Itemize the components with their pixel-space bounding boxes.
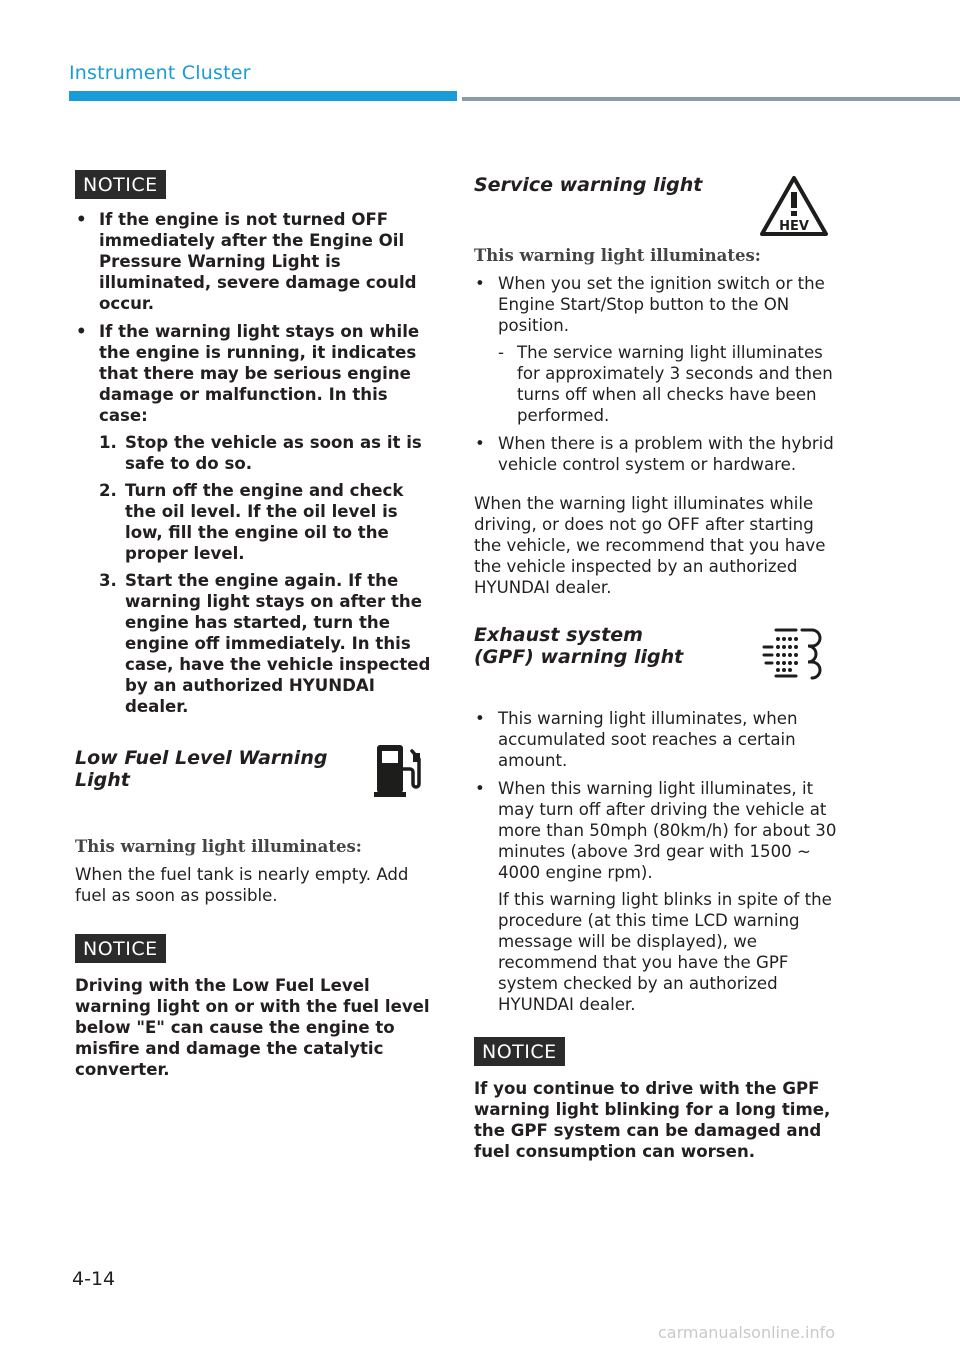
fuel-body: When the fuel tank is nearly empty. Add fuel as soon as possible. — [75, 865, 409, 905]
gpf-bullet — [474, 778, 840, 1015]
header-rule-grey — [462, 97, 960, 101]
hev-warning-icon — [758, 174, 830, 238]
gpf-bullet-list — [474, 708, 840, 1015]
notice-bullet — [75, 321, 440, 717]
notice-box — [75, 170, 440, 717]
gpf-bullet — [474, 708, 840, 771]
notice-box — [474, 1037, 840, 1162]
fuel-pump-icon — [373, 739, 429, 799]
notice-bullet — [75, 209, 440, 314]
service-body: When the warning light illuminates while driving, or does not go OFF after starting the vehicle, we recommend that you have the vehicle inspected by an authorized HYUNDAI dealer. — [474, 494, 826, 597]
bullet-text: When there is a problem with the hybrid vehicle control system or hardware. — [498, 434, 834, 474]
gpf-bullet-continuation: If this warning light blinks in spite of the procedure (at this time LCD warning message will be displayed), we recommend that you have the GPF system checked by an authorized HYUNDAI dealer. — [498, 890, 832, 1014]
service-bullet — [474, 273, 840, 426]
left-column — [75, 170, 440, 1080]
section-title: Service warning light — [474, 174, 703, 196]
service-bullet-list — [474, 273, 840, 475]
step-number: 3. — [99, 571, 117, 590]
header-rule-accent — [69, 91, 457, 101]
gpf-filter-icon — [762, 626, 828, 680]
notice-bullet-list — [75, 209, 440, 717]
section-title: Exhaust system (GPF) warning light — [474, 624, 684, 668]
service-section — [474, 170, 840, 598]
section-subheading: This warning light illuminates: — [474, 246, 761, 265]
notice-bullet-text: If the warning light stays on while the engine is running, it indicates that there may be serious engine damage or malfunction. In this case: — [99, 322, 420, 425]
section-title: Low Fuel Level Warning Light — [75, 747, 328, 791]
section-subheading: This warning light illuminates: — [75, 837, 362, 856]
fuel-section — [75, 739, 440, 906]
notice-text: If you continue to drive with the GPF warning light blinking for a long time, the GPF system can be damaged and fuel consumption can worsen. — [474, 1079, 831, 1161]
hev-label: HEV — [779, 219, 809, 234]
step-number: 1. — [99, 433, 117, 452]
notice-label: NOTICE — [474, 1037, 565, 1066]
step-text: Start the engine again. If the warning light stays on after the engine has started, turn the engine off immediately. In this case, have the vehicle inspected by an authorized HYUNDAI dealer. — [125, 571, 431, 716]
notice-label: NOTICE — [75, 934, 166, 963]
notice-box — [75, 934, 440, 1080]
bullet-text: When this warning light illuminates, it may turn off after driving the vehicle at more than 50mph (80km/h) for about 30 minutes (above 3rd gear with 1500 ~ 4000 engine rpm). — [498, 779, 837, 882]
step-number: 2. — [99, 481, 117, 500]
step-text: Turn off the engine and check the oil level. If the oil level is low, fill the engine oil to the proper level. — [125, 481, 404, 563]
page-header-title: Instrument Cluster — [69, 62, 251, 84]
dash-mark: - — [498, 343, 504, 362]
notice-bullet-text: If the engine is not turned OFF immediately after the Engine Oil Pressure Warning Light is illuminated, severe damage could occur. — [99, 210, 417, 313]
bullet-text: When you set the ignition switch or the Engine Start/Stop button to the ON position. — [498, 274, 825, 335]
service-subitem — [498, 342, 840, 426]
notice-step — [99, 570, 440, 717]
notice-step — [99, 432, 440, 474]
right-column — [474, 170, 840, 1162]
notice-steps — [99, 432, 440, 717]
step-text: Stop the vehicle as soon as it is safe to do so. — [125, 433, 422, 473]
notice-step — [99, 480, 440, 564]
service-bullet — [474, 433, 840, 475]
notice-label: NOTICE — [75, 170, 166, 199]
page-number: 4-14 — [72, 1268, 116, 1290]
watermark-text: carmanualsonline.info — [658, 1323, 836, 1342]
subitem-text: The service warning light illuminates for approximately 3 seconds and then turns off when all checks have been performed. — [517, 343, 833, 425]
gpf-section — [474, 624, 840, 1015]
bullet-text: This warning light illuminates, when accumulated soot reaches a certain amount. — [498, 709, 798, 770]
notice-text: Driving with the Low Fuel Level warning light on or with the fuel level below "E" can cause the engine to misfire and damage the catalytic converter. — [75, 976, 430, 1079]
